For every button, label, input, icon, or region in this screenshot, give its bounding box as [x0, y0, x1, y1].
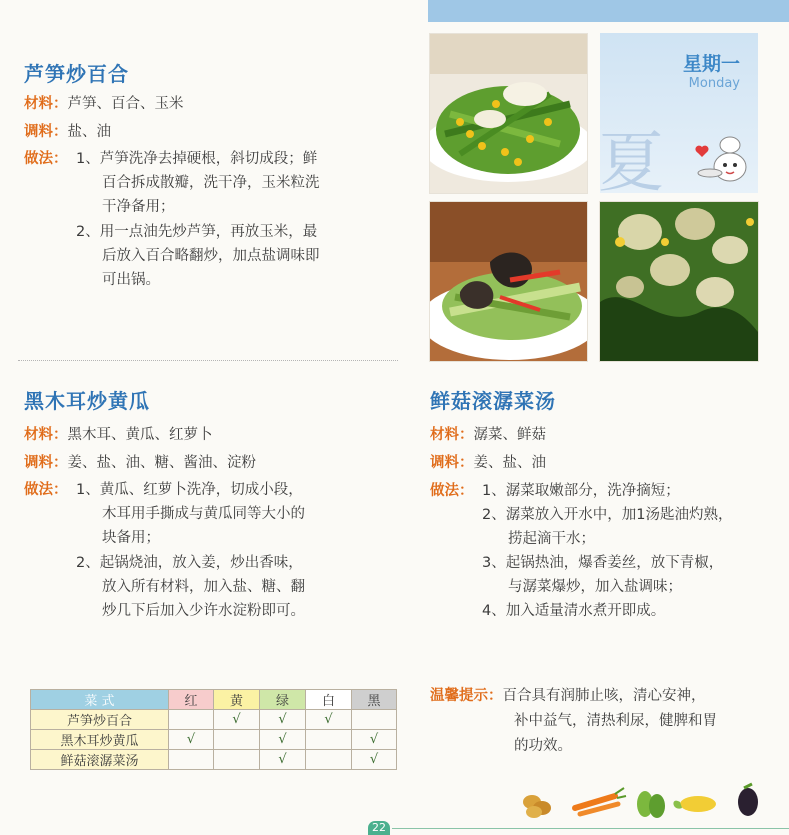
recipe1-step1-line2: 百合拆成散瓣，洗干净，玉米粒洗	[102, 175, 320, 191]
recipe2-step2-line3: 炒几下后加入少许水淀粉即可。	[102, 603, 305, 619]
mark-cell	[306, 750, 352, 770]
tip-line-2: 补中益气，清热利尿，健脾和胃	[514, 713, 717, 729]
recipe3-step4-line1: 4、加入适量清水煮开即成。	[482, 603, 666, 619]
ingredients-value: 芦笋、百合、玉米	[67, 96, 184, 112]
seasoning-label: 调料：	[430, 455, 474, 471]
section-divider	[18, 360, 398, 361]
tip-label: 温馨提示：	[430, 688, 503, 704]
header-white: 白	[306, 690, 352, 710]
ingredients-value: 黑木耳、黄瓜、红萝卜	[67, 427, 213, 443]
recipe3-step3-line1: 3、起锅热油，爆香姜丝，放下青椒，	[482, 555, 724, 571]
recipe3-seasoning	[430, 451, 546, 475]
recipe1-step2-line3: 可出锅。	[102, 272, 160, 288]
dish-name: 鲜菇滚潺菜汤	[31, 750, 169, 770]
recipe3-method-label	[430, 479, 474, 503]
mark-cell: √	[352, 750, 397, 770]
ingredients-label: 材料：	[24, 427, 68, 443]
ingredients-value: 潺菜、鲜菇	[473, 427, 546, 443]
seasoning-value: 姜、盐、油	[473, 455, 546, 471]
seasoning-label: 调料：	[24, 455, 68, 471]
recipe2-step2-line2: 放入所有材料，加入盐、糖、翻	[102, 579, 305, 595]
page-number: 22	[368, 821, 390, 835]
mark-cell: √	[306, 710, 352, 730]
recipe1-step2-line2: 后放入百合略翻炒，加点盐调味即	[102, 248, 320, 264]
wood-ear-cucumber-photo	[429, 201, 588, 362]
seasoning-label: 调料：	[24, 124, 68, 140]
table-row	[31, 750, 397, 770]
recipe1-ingredients	[24, 92, 184, 116]
ingredients-label: 材料：	[430, 427, 474, 443]
color-classification-table	[30, 689, 397, 770]
mark-cell: √	[352, 730, 397, 750]
weekday-cn: 星期一	[682, 53, 740, 75]
vegetables-decoration-icon	[520, 778, 765, 820]
recipe3-step1-line1: 1、潺菜取嫩部分，洗净摘短；	[482, 483, 680, 499]
seasoning-value: 姜、盐、油、糖、酱油、淀粉	[67, 455, 256, 471]
header-red: 红	[169, 690, 214, 710]
mark-cell	[214, 750, 260, 770]
mark-cell	[169, 710, 214, 730]
recipe1-step1-line1: 1、芦笋洗净去掉硬根，斜切成段；鲜	[76, 151, 318, 167]
ingredients-label: 材料：	[24, 96, 68, 112]
bottom-rule	[392, 828, 789, 829]
mark-cell	[352, 710, 397, 730]
recipe1-step2-line1: 2、用一点油先炒芦笋，再放玉米，最	[76, 224, 318, 240]
recipe3-ingredients	[430, 423, 546, 447]
table-header-row	[31, 690, 397, 710]
seasoning-value: 盐、油	[67, 124, 111, 140]
recipe2-step1-line2: 木耳用手撕成与黄瓜同等大小的	[102, 506, 305, 522]
top-color-band	[428, 0, 789, 22]
header-yellow: 黄	[214, 690, 260, 710]
recipe1-seasoning	[24, 120, 111, 144]
recipe2-ingredients	[24, 423, 213, 447]
recipe1-title: 芦笋炒百合	[24, 62, 129, 86]
recipe2-method-label	[24, 478, 68, 502]
recipe2-title: 黑木耳炒黄瓜	[24, 389, 150, 413]
recipe2-step2-line1: 2、起锅烧油，放入姜，炒出香味，	[76, 555, 303, 571]
header-green: 绿	[260, 690, 306, 710]
recipe3-title: 鲜菇滚潺菜汤	[430, 389, 556, 413]
weekday-en: Monday	[688, 76, 740, 91]
tip-line-3: 的功效。	[514, 738, 572, 754]
recipe3-step3-line2: 与潺菜爆炒，加入盐调味；	[508, 579, 682, 595]
mushroom-greens-photo	[599, 201, 759, 362]
chef-mascot-icon	[692, 129, 752, 185]
dish-name: 黑木耳炒黄瓜	[31, 730, 169, 750]
mark-cell: √	[260, 730, 306, 750]
dish-name: 芦笋炒百合	[31, 710, 169, 730]
tip-line-1: 百合具有润肺止咳，清心安神，	[502, 688, 706, 704]
table-row	[31, 730, 397, 750]
mark-cell	[306, 730, 352, 750]
table-row	[31, 710, 397, 730]
weekday-card	[598, 33, 758, 201]
mark-cell	[169, 750, 214, 770]
recipe2-step1-line1: 1、黄瓜、红萝卜洗净，切成小段，	[76, 482, 303, 498]
tip-first-line	[430, 684, 706, 708]
recipe2-step1-line3: 块备用；	[102, 530, 160, 546]
header-dish: 菜 式	[31, 690, 169, 710]
header-black: 黑	[352, 690, 397, 710]
mark-cell	[214, 730, 260, 750]
mark-cell: √	[169, 730, 214, 750]
recipe1-step1-line3: 干净备用；	[102, 199, 175, 215]
asparagus-lily-photo	[429, 33, 588, 194]
method-label: 做法：	[430, 483, 474, 499]
season-character: 夏	[598, 124, 664, 201]
recipe3-step2-line2: 捞起滴干水；	[508, 531, 595, 547]
mark-cell: √	[260, 750, 306, 770]
recipe1-method-label	[24, 147, 68, 171]
method-label: 做法：	[24, 151, 68, 167]
mark-cell: √	[260, 710, 306, 730]
mark-cell: √	[214, 710, 260, 730]
recipe3-step2-line1: 2、潺菜放入开水中，加1汤匙油灼熟，	[482, 507, 733, 523]
recipe2-seasoning	[24, 451, 256, 475]
method-label: 做法：	[24, 482, 68, 498]
